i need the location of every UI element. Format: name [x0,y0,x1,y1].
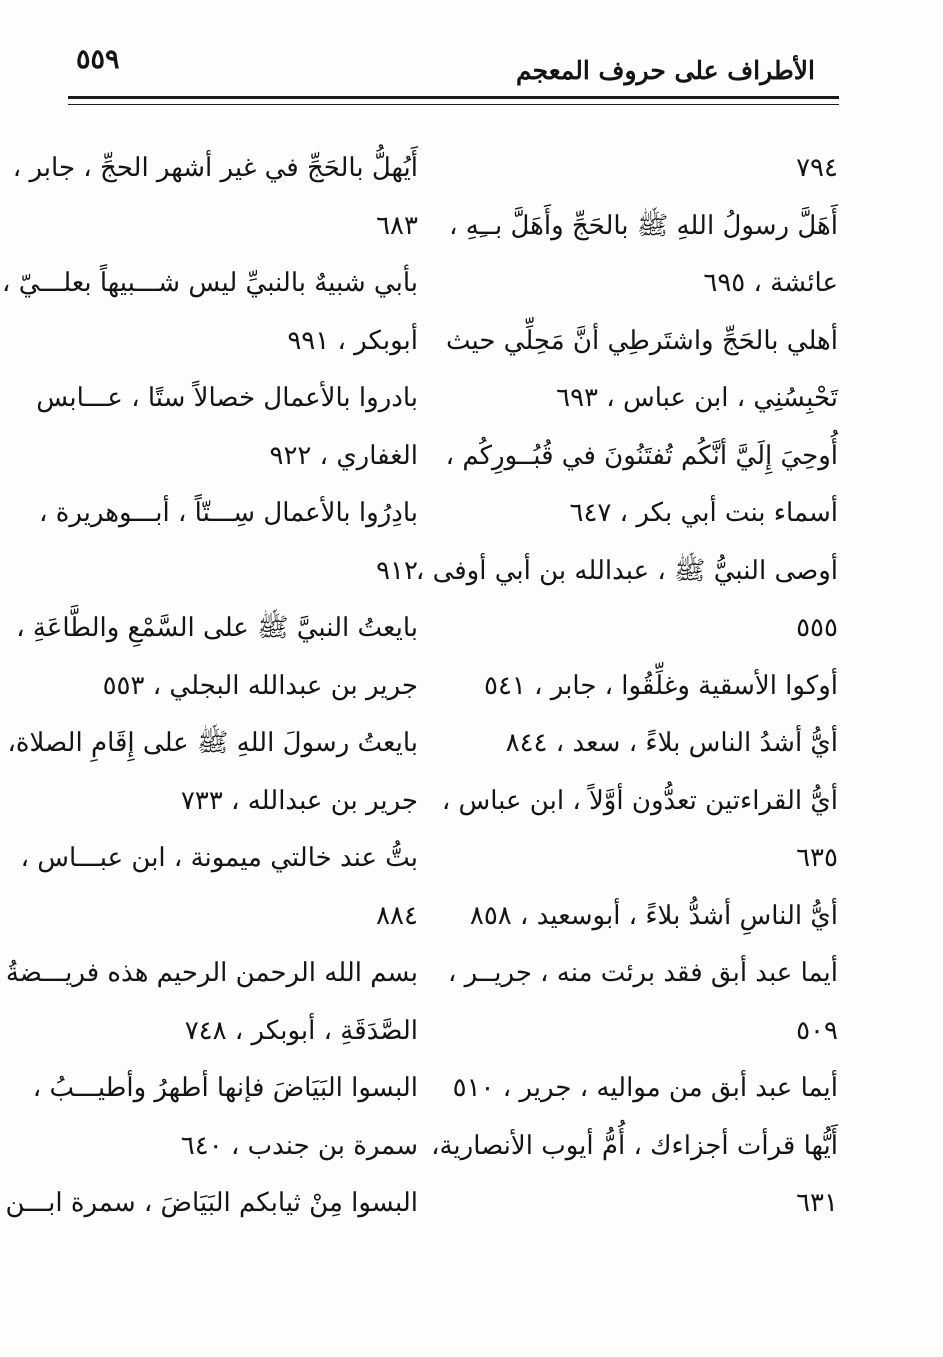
entry-line: البسوا مِنْ ثيابكم البَيَاضَ ، سمرة ابـــن [5,1188,418,1218]
entry-line: أسماء بنت أبي بكر ، ٦٤٧ [569,498,838,528]
index-entry [5,945,418,1060]
index-entry [431,1118,838,1233]
index-entry [5,1175,418,1233]
index-entry [36,370,418,485]
index-entry [32,1060,418,1175]
entry-line: جرير بن عبدالله ، ٧٣٣ [180,785,418,816]
entry-line: عائشة ، ٦٩٥ [703,268,838,298]
entry-line: ٨٨٤ [376,900,418,931]
entry-line: بتُّ عند خالتي ميمونة ، ابن عبـــاس ، [20,843,418,873]
entry-line: بايعتُ رسولَ اللهِ ﷺ على إِقَامِ الصلاة، [7,728,418,758]
entry-line: أيُّ القراءتين تعدُّون أوَّلاً ، ابن عباس ، [441,785,838,816]
header-rule [68,96,839,105]
right-column [415,140,838,1233]
index-entry [12,140,418,255]
entry-line: بادِرُوا بالأعمال سِـــتّاً ، أبـــوهريرة ، [39,498,418,528]
index-entry [415,543,838,658]
index-entry [448,945,838,1060]
index-entry [476,140,838,198]
entry-line: بسم الله الرحمن الرحيم هذه فريـــضةُ [5,958,418,988]
left-column [2,140,418,1233]
entry-line: أبوبكر ، ٩٩١ [287,325,418,356]
index-entry [20,830,418,945]
entry-line: أوكوا الأسقية وغلِّقُوا ، جابر ، ٥٤١ [483,670,838,701]
entry-line: أهلي بالحَجِّ واشتَرطِي أنَّ مَحِلِّي حيث [445,325,838,356]
index-entry [39,485,418,600]
index-entry [445,313,838,428]
index-entry [476,658,838,716]
entry-line: أَيُهلُّ بالحَجِّ في غير أشهر الحجِّ ، جابر ، [12,153,418,183]
entry-line: البسوا البَيَاضَ فإنها أطهرُ وأطيـــبُ ، [32,1073,418,1103]
entry-line: بادروا بالأعمال خصالاً ستًا ، عـــابس [36,383,418,413]
page-number: ٥٥٩ [76,44,120,75]
index-entry [452,1060,838,1118]
entry-line: ٦٣٥ [796,843,838,873]
entry-line: ٥٠٩ [796,1015,838,1046]
index-entry [441,773,838,888]
index-entry [445,428,838,543]
entry-line: بايعتُ النبيَّ ﷺ على السَّمْعِ والطَّاعَةِ ، [16,613,418,643]
entry-line: أيُّ أشدُ الناس بلاءً ، سعد ، ٨٤٤ [505,728,838,758]
index-entry [469,888,838,946]
entry-line: الغفاري ، ٩٢٢ [269,440,418,471]
index-entry [7,715,418,830]
index-entry [16,600,418,715]
index-entry [476,715,838,773]
entry-line: تَحْبِسُنِي ، ابن عباس ، ٦٩٣ [556,383,838,413]
entry-line: ٩١٢ [376,555,418,586]
entry-line: بأبي شبيهٌ بالنبيِّ ليس شـــبيهاً بعلـــيّ ، [2,268,418,298]
entry-line: ٦٣١ [796,1188,838,1218]
running-title: الأطراف على حروف المعجم [516,56,815,85]
entry-line: الصَّدَقَةِ ، أبوبكر ، ٧٤٨ [184,1015,418,1046]
entry-line: أيُّ الناسِ أشدُّ بلاءً ، أبوسعيد ، ٨٥٨ [469,900,838,931]
entry-line: أُوحِيَ إِلَيَّ أنَّكُم تُفتَنُونَ في قُبُــورِكُم ، [445,440,838,471]
entry-line: أوصى النبيُّ ﷺ ، عبدالله بن أبي أوفى ، [415,555,838,586]
entry-line: أيما عبد أبق فقد برئت منه ، جريــر ، [448,958,838,988]
entry-line: ٦٨٣ [376,210,418,241]
entry-line: أيما عبد أبق من مواليه ، جرير ، ٥١٠ [452,1073,838,1103]
entry-line: سمرة بن جندب ، ٦٤٠ [180,1130,418,1161]
page-header [0,0,943,110]
index-entry [2,255,418,370]
entry-line: أَهَلَّ رسولُ اللهِ ﷺ بالحَجِّ وأَهَلَّ بــِهِ ، [449,210,838,241]
entry-line: ٥٥٥ [796,613,838,643]
entry-line: جرير بن عبدالله البجلي ، ٥٥٣ [102,670,418,701]
entry-line: أَيُّها قرأت أجزاءك ، أُمُّ أيوب الأنصارية، [431,1130,838,1161]
index-entry [449,198,838,313]
entry-line: ٧٩٤ [796,153,838,183]
